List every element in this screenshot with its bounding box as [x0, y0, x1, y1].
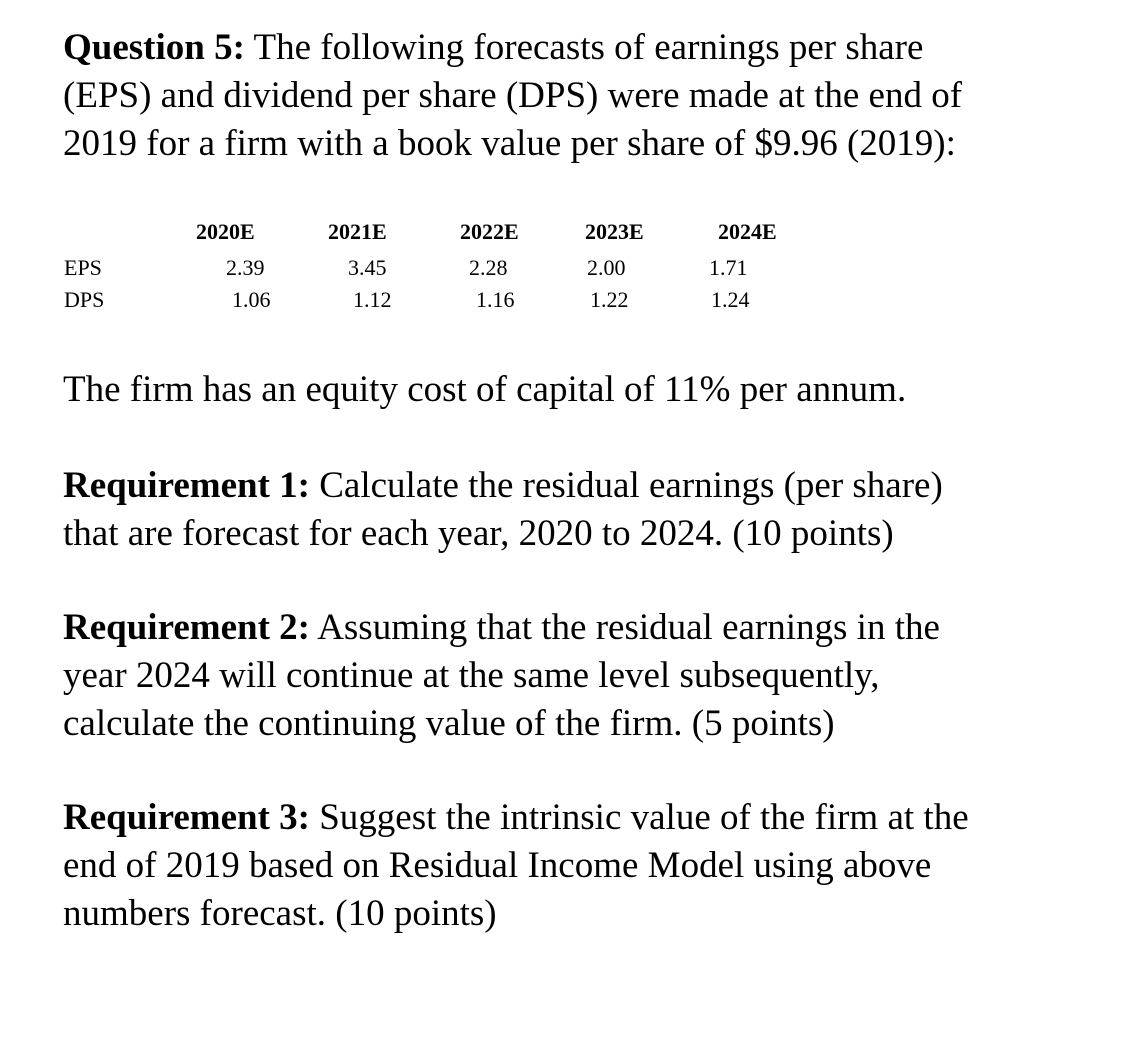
- header-2021e: 2021E: [328, 219, 387, 244]
- eps-2020e: 2.39: [226, 255, 265, 280]
- requirement-1-heading: Requirement 1:: [63, 465, 310, 506]
- requirement-1-line-2: that are forecast for each year, 2020 to 2024. (10 points): [63, 513, 894, 554]
- cost-of-capital-text: The firm has an equity cost of capital of 11% per annum.: [63, 369, 907, 410]
- header-2022e: 2022E: [460, 219, 519, 244]
- requirement-2-heading: Requirement 2:: [63, 607, 310, 648]
- question-text-line-3: 2019 for a firm with a book value per share of $9.96 (2019):: [63, 123, 956, 164]
- requirement-3-line-3: numbers forecast. (10 points): [63, 893, 497, 934]
- requirement-2-line-3: calculate the continuing value of the firm. (5 points): [63, 703, 835, 744]
- dps-2020e: 1.06: [232, 287, 271, 312]
- dps-2023e: 1.22: [590, 287, 629, 312]
- requirement-3-line-1: Suggest the intrinsic value of the firm at the: [319, 797, 969, 838]
- dps-2024e: 1.24: [711, 287, 750, 312]
- question-heading: Question 5:: [63, 27, 245, 68]
- header-2020e: 2020E: [196, 219, 255, 244]
- row-label-dps: DPS: [64, 287, 105, 312]
- eps-2023e: 2.00: [587, 255, 626, 280]
- requirement-2-line-1: Assuming that the residual earnings in the: [317, 607, 940, 648]
- requirement-1-line-1: Calculate the residual earnings (per share): [319, 465, 943, 506]
- requirement-2-paragraph: [63, 604, 1103, 748]
- requirement-3-line-2: end of 2019 based on Residual Income Model using above: [63, 845, 932, 886]
- requirement-3-heading: Requirement 3:: [63, 797, 310, 838]
- question-text-line-2: (EPS) and dividend per share (DPS) were made at the end of: [63, 75, 963, 116]
- forecast-table: [0, 0, 1139, 330]
- eps-2021e: 3.45: [348, 255, 387, 280]
- requirement-1-paragraph: [63, 462, 1103, 558]
- row-label-eps: EPS: [64, 255, 102, 280]
- requirement-3-paragraph: [63, 794, 1103, 938]
- eps-2024e: 1.71: [709, 255, 748, 280]
- question-text-line-1: The following forecasts of earnings per share: [253, 27, 924, 68]
- dps-2022e: 1.16: [476, 287, 515, 312]
- eps-2022e: 2.28: [469, 255, 508, 280]
- dps-2021e: 1.12: [353, 287, 392, 312]
- requirement-2-line-2: year 2024 will continue at the same level subsequently,: [63, 655, 880, 696]
- header-2024e: 2024E: [718, 219, 777, 244]
- header-2023e: 2023E: [585, 219, 644, 244]
